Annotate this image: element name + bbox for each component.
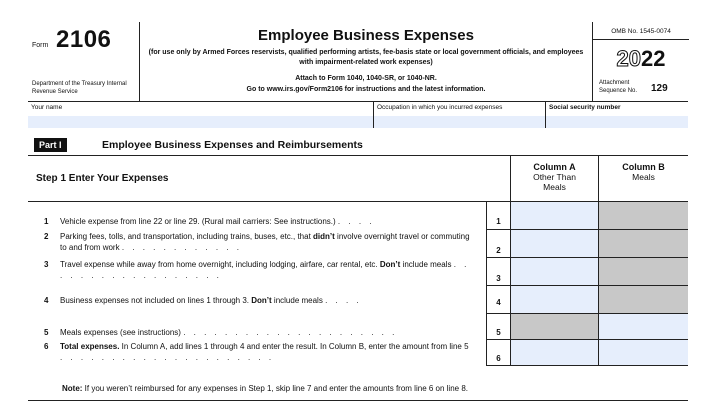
line-box-number: 5 xyxy=(486,314,510,340)
line-1-column-b-shaded xyxy=(598,202,688,230)
sequence-number: 129 xyxy=(651,83,668,94)
line-2-text-a: Parking fees, tolls, and transportation, including trains, buses, etc., that xyxy=(60,232,314,241)
ssn-label: Social security number xyxy=(549,104,621,111)
line-number: 4 xyxy=(44,296,49,305)
line-number: 2 xyxy=(44,232,49,241)
line-4-column-b-shaded xyxy=(598,286,688,314)
line-3 xyxy=(28,258,688,286)
note-text: If you weren’t reimbursed for any expenses in Step 1, skip line 7 and enter the amounts from line 6 on line 8. xyxy=(82,384,468,393)
title-block xyxy=(140,22,592,102)
line-number: 1 xyxy=(44,217,49,226)
part-1-header xyxy=(28,136,688,156)
step-1-heading: Step 1 Enter Your Expenses xyxy=(36,173,169,184)
form-2106 xyxy=(28,22,688,404)
line-text xyxy=(60,217,474,228)
form-number: 2106 xyxy=(56,26,112,53)
occupation-label: Occupation in which you incurred expenses xyxy=(377,104,503,111)
line-5-column-b-input[interactable] xyxy=(598,314,688,340)
occupation-input[interactable] xyxy=(374,116,545,128)
line-text xyxy=(60,260,474,281)
omb-block xyxy=(592,22,688,102)
line-3-column-b-shaded xyxy=(598,258,688,286)
line-2-column-a-input[interactable] xyxy=(510,230,598,258)
occupation-field[interactable] xyxy=(374,102,546,128)
name-label: Your name xyxy=(31,104,63,111)
goto-instruction: Go to www.irs.gov/Form2106 for instructions and the latest information. xyxy=(246,86,486,93)
line-4-text-emphasis: Don’t xyxy=(251,296,272,305)
omb-number: OMB No. 1545-0074 xyxy=(593,28,689,40)
form-subtitle: (for use only by Armed Forces reservists, qualified performing artists, fee-basis state or local government officials, and employees with impairment-related work expenses) xyxy=(148,49,584,66)
line-text xyxy=(60,328,474,339)
line-2-column-b-shaded xyxy=(598,230,688,258)
line-2 xyxy=(28,230,688,258)
expense-lines xyxy=(28,202,688,378)
line-box-number: 1 xyxy=(486,202,510,230)
column-a-header xyxy=(510,156,598,202)
note-label: Note: xyxy=(62,384,83,393)
year-suffix: 22 xyxy=(641,46,666,71)
department-label: Department of the Treasury Internal Revenue Service xyxy=(32,81,127,95)
ssn-input[interactable] xyxy=(546,116,688,128)
name-input[interactable] xyxy=(28,116,373,128)
year-prefix: 20 xyxy=(616,46,641,71)
line-5-text: Meals expenses (see instructions) xyxy=(60,328,181,337)
leader-dots: . . . . . . . . . . . . . . . . . . . . . xyxy=(183,328,398,337)
line-box-number: 2 xyxy=(486,230,510,258)
line-box-number: 3 xyxy=(486,258,510,286)
leader-dots: . . . . . . . . . . . . . . . . . . xyxy=(60,260,470,280)
attach-instruction: Attach to Form 1040, 1040-SR, or 1040-NR. xyxy=(295,75,437,82)
name-field[interactable] xyxy=(28,102,374,128)
line-box-number: 6 xyxy=(486,340,510,366)
line-text xyxy=(60,296,474,307)
line-6-text-emphasis: Total expenses. xyxy=(60,342,120,351)
column-a-title: Column A xyxy=(533,162,576,172)
line-box-number: 4 xyxy=(486,286,510,314)
form-header xyxy=(28,22,688,102)
line-1-column-a-input[interactable] xyxy=(510,202,598,230)
column-header-row xyxy=(28,156,688,202)
part-title: Employee Business Expenses and Reimbursements xyxy=(102,139,363,151)
column-b-header xyxy=(598,156,688,202)
leader-dots: . . . . xyxy=(325,296,362,305)
form-title: Employee Business Expenses xyxy=(258,27,474,44)
form-id-block xyxy=(28,22,140,102)
ssn-field[interactable] xyxy=(546,102,688,128)
part-tag: Part I xyxy=(34,138,67,152)
line-5-column-a-shaded xyxy=(510,314,598,340)
column-b-subtitle: Meals xyxy=(632,172,655,182)
line-3-text-c: include meals xyxy=(400,260,452,269)
line-6-column-b-input[interactable] xyxy=(598,340,688,366)
line-6 xyxy=(28,340,688,366)
note xyxy=(62,384,468,393)
line-2-text-c: involve overnight travel or commuting to and from work xyxy=(60,232,470,252)
line-3-column-a-input[interactable] xyxy=(510,258,598,286)
line-number: 6 xyxy=(44,342,49,351)
line-6-text-c: In Column A, add lines 1 through 4 and enter the result. In Column B, enter the amount from line 5 xyxy=(119,342,469,351)
line-text xyxy=(60,342,474,363)
line-6-column-a-input[interactable] xyxy=(510,340,598,366)
attachment-label: Attachment Sequence No. xyxy=(599,80,638,94)
line-text xyxy=(60,232,474,253)
tax-year xyxy=(593,46,689,72)
line-1 xyxy=(28,202,688,230)
line-4-column-a-input[interactable] xyxy=(510,286,598,314)
line-4-text-c: include meals xyxy=(271,296,323,305)
line-4 xyxy=(28,286,688,314)
line-3-text-emphasis: Don’t xyxy=(379,260,401,269)
line-number: 5 xyxy=(44,328,49,337)
line-1-text: Vehicle expense from line 22 or line 29. (Rural mail carriers: See instructions.) xyxy=(60,217,336,226)
line-2-text-emphasis: didn’t xyxy=(313,232,335,241)
line-5 xyxy=(28,314,688,340)
form-word: Form xyxy=(32,42,49,49)
line-4-text-a: Business expenses not included on lines 1 through 3. xyxy=(60,296,252,305)
column-b-title: Column B xyxy=(622,162,665,172)
leader-dots: . . . . xyxy=(337,217,375,226)
line-number: 3 xyxy=(44,260,49,269)
leader-dots: . . . . . . . . . . . . . . . . . . . . . xyxy=(60,352,275,362)
bottom-rule xyxy=(28,400,688,401)
line-3-text-a: Travel expense while away from home overnight, including lodging, airfare, car rental, etc. xyxy=(60,260,380,269)
name-row xyxy=(28,102,688,128)
column-a-subtitle: Other Than Meals xyxy=(533,172,576,192)
leader-dots: . . . . . . . . . . . . xyxy=(121,242,242,252)
